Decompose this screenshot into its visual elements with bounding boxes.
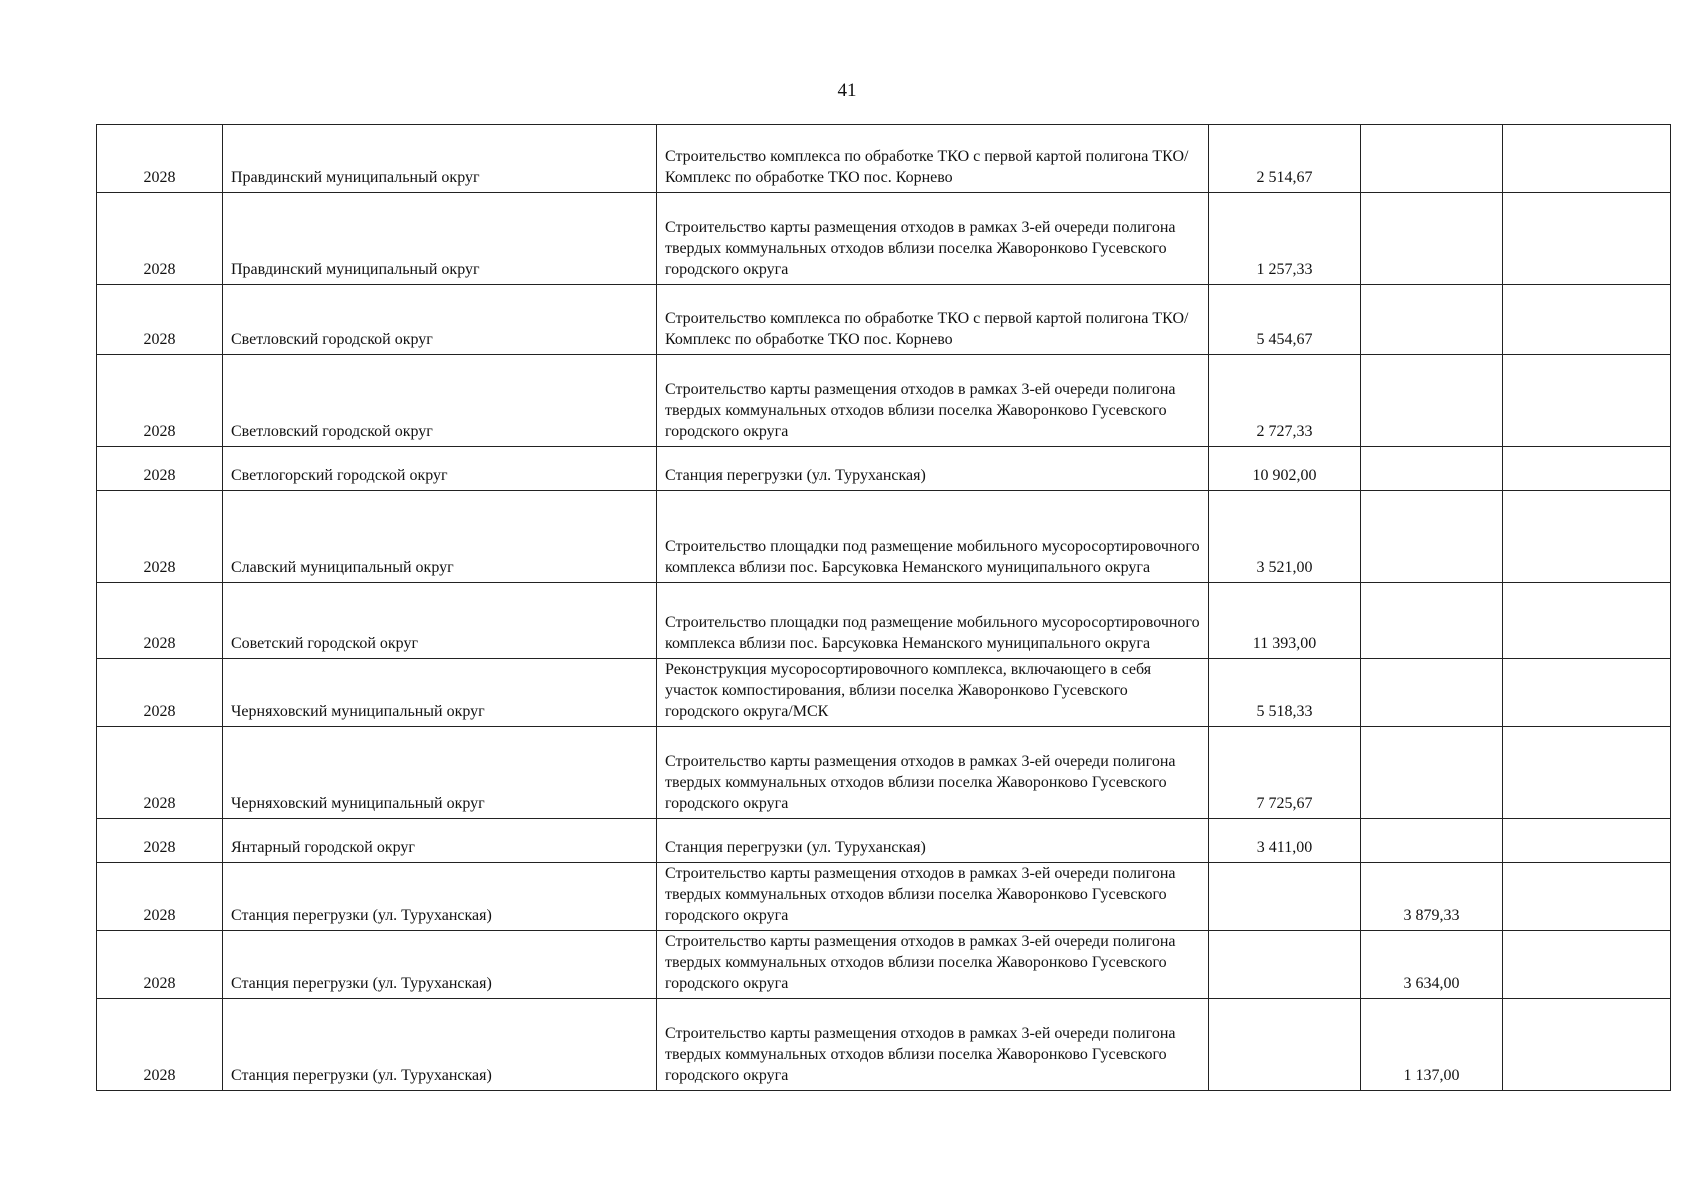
object-cell: Строительство комплекса по обработке ТКО с первой картой полигона ТКО/Комплекс по обработке ТКО пос. Корнево	[657, 285, 1209, 355]
municipality-cell: Правдинский муниципальный округ	[223, 125, 657, 193]
value-1-cell: 11 393,00	[1209, 583, 1361, 659]
value-2-cell	[1361, 819, 1503, 863]
value-1-cell: 2 727,33	[1209, 355, 1361, 447]
municipality-cell: Станция перегрузки (ул. Туруханская)	[223, 863, 657, 931]
year-cell: 2028	[97, 355, 223, 447]
value-2-cell	[1361, 727, 1503, 819]
year-cell: 2028	[97, 447, 223, 491]
table-row	[97, 863, 1671, 931]
object-cell: Строительство карты размещения отходов в рамках 3-ей очереди полигона твердых коммунальных отходов вблизи поселка Жаворонково Гусевского городского округа	[657, 999, 1209, 1091]
value-3-cell	[1503, 491, 1671, 583]
municipality-cell: Светловский городской округ	[223, 285, 657, 355]
table-row	[97, 447, 1671, 491]
value-2-cell	[1361, 447, 1503, 491]
municipality-cell: Черняховский муниципальный округ	[223, 659, 657, 727]
municipality-cell: Станция перегрузки (ул. Туруханская)	[223, 931, 657, 999]
object-cell: Строительство карты размещения отходов в рамках 3-ей очереди полигона твердых коммунальных отходов вблизи поселка Жаворонково Гусевского городского округа	[657, 863, 1209, 931]
object-cell: Строительство карты размещения отходов в рамках 3-ей очереди полигона твердых коммунальных отходов вблизи поселка Жаворонково Гусевского городского округа	[657, 355, 1209, 447]
year-cell: 2028	[97, 931, 223, 999]
object-cell: Строительство площадки под размещение мобильного мусоросортировочного комплекса вблизи пос. Барсуковка Неманского муниципального округа	[657, 491, 1209, 583]
year-cell: 2028	[97, 999, 223, 1091]
value-3-cell	[1503, 931, 1671, 999]
table-row	[97, 355, 1671, 447]
value-3-cell	[1503, 193, 1671, 285]
value-1-cell: 2 514,67	[1209, 125, 1361, 193]
table-row	[97, 999, 1671, 1091]
value-3-cell	[1503, 863, 1671, 931]
object-cell: Строительство карты размещения отходов в рамках 3-ей очереди полигона твердых коммунальных отходов вблизи поселка Жаворонково Гусевского городского округа	[657, 193, 1209, 285]
table-row	[97, 583, 1671, 659]
value-3-cell	[1503, 125, 1671, 193]
value-3-cell	[1503, 447, 1671, 491]
value-1-cell: 5 454,67	[1209, 285, 1361, 355]
table-row	[97, 659, 1671, 727]
value-3-cell	[1503, 727, 1671, 819]
year-cell: 2028	[97, 727, 223, 819]
table-row	[97, 285, 1671, 355]
year-cell: 2028	[97, 819, 223, 863]
value-3-cell	[1503, 999, 1671, 1091]
table-body	[97, 125, 1671, 1091]
year-cell: 2028	[97, 125, 223, 193]
object-cell: Реконструкция мусоросортировочного комплекса, включающего в себя участок компостирования, вблизи поселка Жаворонково Гусевского городского округа/МСК	[657, 659, 1209, 727]
municipality-cell: Янтарный городской округ	[223, 819, 657, 863]
value-1-cell	[1209, 999, 1361, 1091]
table-row	[97, 931, 1671, 999]
municipality-cell: Светлогорский городской округ	[223, 447, 657, 491]
value-3-cell	[1503, 285, 1671, 355]
value-1-cell: 1 257,33	[1209, 193, 1361, 285]
table-row	[97, 727, 1671, 819]
value-3-cell	[1503, 819, 1671, 863]
value-1-cell: 5 518,33	[1209, 659, 1361, 727]
value-3-cell	[1503, 659, 1671, 727]
value-1-cell: 10 902,00	[1209, 447, 1361, 491]
municipality-cell: Станция перегрузки (ул. Туруханская)	[223, 999, 657, 1091]
value-1-cell	[1209, 863, 1361, 931]
value-2-cell	[1361, 491, 1503, 583]
value-2-cell: 3 634,00	[1361, 931, 1503, 999]
object-cell: Станция перегрузки (ул. Туруханская)	[657, 447, 1209, 491]
year-cell: 2028	[97, 285, 223, 355]
object-cell: Станция перегрузки (ул. Туруханская)	[657, 819, 1209, 863]
table-row	[97, 125, 1671, 193]
object-cell: Строительство площадки под размещение мобильного мусоросортировочного комплекса вблизи пос. Барсуковка Неманского муниципального округа	[657, 583, 1209, 659]
table-row	[97, 819, 1671, 863]
value-3-cell	[1503, 355, 1671, 447]
municipality-cell: Советский городской округ	[223, 583, 657, 659]
value-1-cell	[1209, 931, 1361, 999]
object-cell: Строительство карты размещения отходов в рамках 3-ей очереди полигона твердых коммунальных отходов вблизи поселка Жаворонково Гусевского городского округа	[657, 727, 1209, 819]
municipality-cell: Черняховский муниципальный округ	[223, 727, 657, 819]
value-2-cell: 3 879,33	[1361, 863, 1503, 931]
page-number: 41	[837, 80, 857, 101]
value-1-cell: 3 411,00	[1209, 819, 1361, 863]
year-cell: 2028	[97, 491, 223, 583]
value-2-cell	[1361, 193, 1503, 285]
object-cell: Строительство карты размещения отходов в рамках 3-ей очереди полигона твердых коммунальных отходов вблизи поселка Жаворонково Гусевского городского округа	[657, 931, 1209, 999]
object-cell: Строительство комплекса по обработке ТКО с первой картой полигона ТКО/Комплекс по обработке ТКО пос. Корнево	[657, 125, 1209, 193]
value-1-cell: 3 521,00	[1209, 491, 1361, 583]
year-cell: 2028	[97, 583, 223, 659]
table-row	[97, 193, 1671, 285]
waste-facilities-table	[96, 124, 1671, 1091]
year-cell: 2028	[97, 863, 223, 931]
value-3-cell	[1503, 583, 1671, 659]
value-2-cell: 1 137,00	[1361, 999, 1503, 1091]
value-2-cell	[1361, 125, 1503, 193]
year-cell: 2028	[97, 193, 223, 285]
value-2-cell	[1361, 285, 1503, 355]
municipality-cell: Светловский городской округ	[223, 355, 657, 447]
value-1-cell: 7 725,67	[1209, 727, 1361, 819]
value-2-cell	[1361, 355, 1503, 447]
value-2-cell	[1361, 659, 1503, 727]
table-row	[97, 491, 1671, 583]
municipality-cell: Правдинский муниципальный округ	[223, 193, 657, 285]
municipality-cell: Славский муниципальный округ	[223, 491, 657, 583]
year-cell: 2028	[97, 659, 223, 727]
value-2-cell	[1361, 583, 1503, 659]
